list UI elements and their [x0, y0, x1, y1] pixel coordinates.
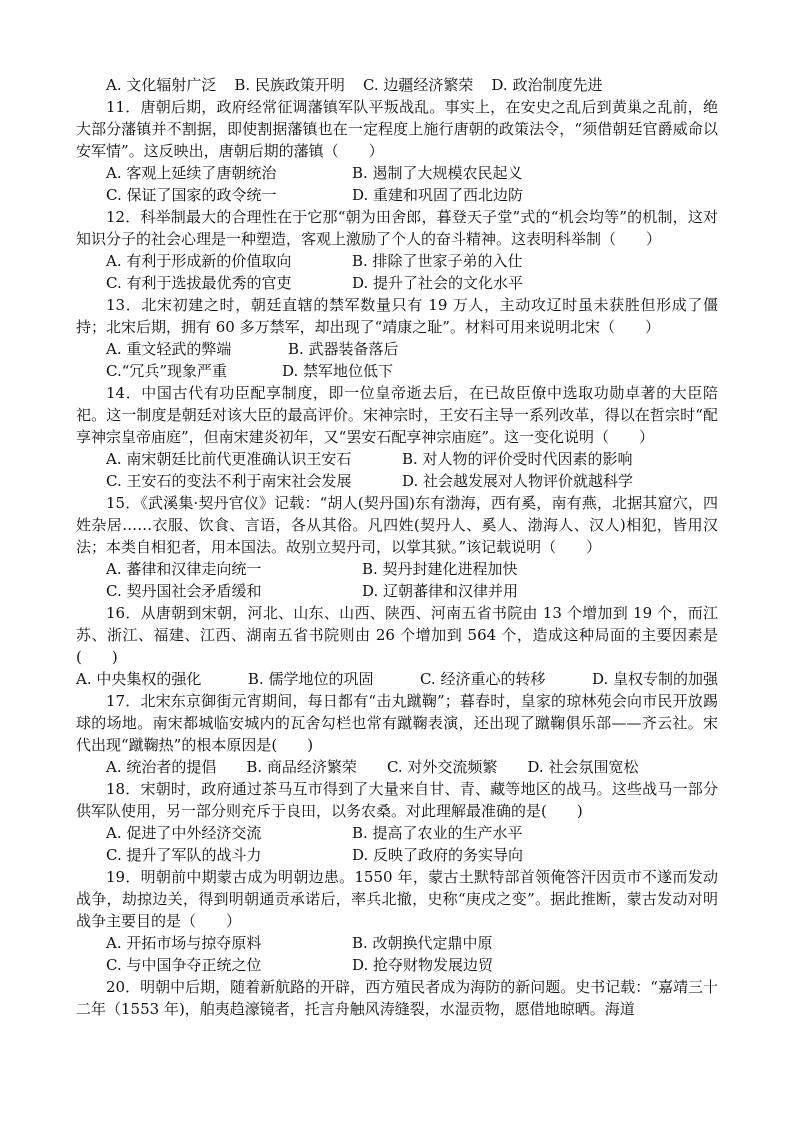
- question-11: 11．唐朝后期，政府经常征调藩镇军队平叛战乱。事实上，在安史之乱后到黄巢之乱前，绝大部分藩镇并不割据，即使割据藩镇也在一定程度上施行唐朝的政策法令，“须借朝廷官爵威命以安军情”。这反映出，唐朝后期的藩镇（ ）: [76, 98, 718, 160]
- q19-options-row2: [76, 954, 718, 976]
- option: A. 文化辐射广泛: [106, 76, 217, 94]
- option: C. 边疆经济繁荣: [362, 76, 474, 94]
- option: B. 武器装备落后: [288, 340, 399, 358]
- option: B. 商品经济繁荣: [246, 758, 357, 776]
- question-12: 12．科举制最大的合理性在于它那“朝为田舍郎，暮登天子堂”式的“机会均等”的机制，这对知识分子的社会心理是一种塑造，客观上激励了个人的奋斗精神。这表明科举制（ ）: [76, 208, 718, 248]
- q18-options-row1: [76, 822, 718, 844]
- question-14: 14．中国古代有功臣配享制度，即一位皇帝逝去后，在已故臣僚中选取功勋卓著的大臣陪祀。这一制度是朝廷对该大臣的最高评价。宋神宗时，王安石主导一系列改革，得以在哲宗时“配享神宗皇帝庙庭”，但南宋建炎初年，又“罢安石配享神宗庙庭”。这一变化说明（ ）: [76, 384, 718, 446]
- option: A. 蕃律和汉律走向统一: [106, 560, 262, 578]
- option: C. 提升了军队的战斗力: [106, 846, 262, 864]
- option: B. 契丹封建化进程加快: [362, 560, 518, 578]
- q13-options-row2: [76, 360, 718, 382]
- q14-options-row1: [76, 448, 718, 470]
- q17-options: [76, 756, 718, 778]
- question-16: 16．从唐朝到宋朝，河北、山东、山西、陕西、河南五省书院由 13 个增加到 19 个，而江苏、浙江、福建、江西、湖南五省书院则由 26 个增加到 564 个，造成这种局面的主要因素是( ): [76, 604, 718, 666]
- option: D. 抢夺财物发展边贸: [352, 956, 494, 974]
- option: C. 有利于选拔最优秀的官吏: [106, 274, 292, 292]
- q15-options-row1: [76, 558, 718, 580]
- q12-options-row2: [76, 272, 718, 294]
- option: B. 儒学地位的巩固: [247, 670, 374, 688]
- q10-options: [76, 74, 718, 96]
- q14-options-row2: [76, 470, 718, 492]
- option: A. 客观上延续了唐朝统治: [106, 164, 277, 182]
- q15-options-row2: [76, 580, 718, 602]
- q13-options-row1: [76, 338, 718, 360]
- option: D. 反映了政府的务实导向: [352, 846, 524, 864]
- option: C. 保证了国家的政令统一: [106, 186, 277, 204]
- option: A. 开拓市场与掠夺原料: [106, 934, 262, 952]
- option: C. 与中国争夺正统之位: [106, 956, 262, 974]
- option: D. 重建和巩固了西北边防: [352, 186, 524, 204]
- option: B. 民族政策开明: [234, 76, 345, 94]
- question-17: 17．北宋东京御街元宵期间，每日都有“击丸蹴鞠”；暮春时，皇家的琼林苑会向市民开放踢球的场地。南宋都城临安城内的瓦舍勾栏也常有蹴鞠表演，还出现了蹴鞠俱乐部——齐云社。宋代出现“蹴鞠热”的根本原因是( ): [76, 692, 718, 754]
- option: D. 皇权专制的加强: [591, 670, 718, 688]
- option: A. 重文轻武的弊端: [106, 340, 232, 358]
- option: A. 统治者的提倡: [106, 758, 217, 776]
- option: B. 提高了农业的生产水平: [352, 824, 523, 842]
- question-20: 20．明朝中后期，随着新航路的开辟，西方殖民者成为海防的新问题。史书记载：“嘉靖三十二年（1553 年)，舶夷趋濠镜者，托言舟触风涛缝裂，水湿贡物，愿借地晾晒。海道: [76, 978, 718, 1018]
- option: C. 王安石的变法不利于南宋社会发展: [106, 472, 352, 490]
- option: C.“冗兵”现象严重: [106, 362, 228, 380]
- option: D. 辽朝蕃律和汉律并用: [362, 582, 519, 600]
- option: D. 禁军地位低下: [282, 362, 394, 380]
- option: C. 契丹国社会矛盾缓和: [106, 582, 262, 600]
- q12-options-row1: [76, 250, 718, 272]
- question-13: 13．北宋初建之时，朝廷直辖的禁军数量只有 19 万人，主动攻辽时虽未获胜但形成了僵持；北宋后期，拥有 60 多万禁军，却出现了“靖康之耻”。材料可用来说明北宋（ ）: [76, 296, 718, 336]
- q16-options: [76, 668, 718, 690]
- option: D. 社会氛围宽松: [527, 758, 639, 776]
- option: B. 排除了世家子弟的入仕: [352, 252, 523, 270]
- question-18: 18．宋朝时，政府通过茶马互市得到了大量来自甘、青、藏等地区的战马。这些战马一部分供军队使用，另一部分则充斥于良田，以务农桑。对此理解最准确的是( ): [76, 780, 718, 820]
- option: D. 社会越发展对人物评价就越科学: [402, 472, 634, 490]
- option: A. 有利于形成新的价值取向: [106, 252, 292, 270]
- option: A. 中央集权的强化: [76, 670, 202, 688]
- option: D. 政治制度先进: [491, 76, 603, 94]
- option: A. 南宋朝廷比前代更准确认识王安石: [106, 450, 352, 468]
- q18-options-row2: [76, 844, 718, 866]
- option: B. 遏制了大规模农民起义: [352, 164, 523, 182]
- q11-options-row2: [76, 184, 718, 206]
- option: B. 改朝换代定鼎中原: [352, 934, 493, 952]
- q11-options-row1: [76, 162, 718, 184]
- option: C. 对外交流频繁: [386, 758, 498, 776]
- option: A. 促进了中外经济交流: [106, 824, 262, 842]
- question-19: 19．明朝前中期蒙古成为明朝边患。1550 年，蒙古土默特部首领俺答汗因贡市不遂而发动战争，劫掠边关，得到明朝通贡承诺后，率兵北撤，史称“庚戌之变”。据此推断，蒙古发动对明战争主要目的是（ ）: [76, 868, 718, 930]
- question-15: 15．《武溪集·契丹官仪》记载：“胡人(契丹国)东有渤海，西有奚，南有燕，北据其窟穴，四姓杂居……衣服、饮食、言语，各从其俗。凡四姓(契丹人、奚人、渤海人、汉人)相犯，皆用汉法；本类自相犯者，用本国法。故别立契丹司，以掌其狱。”该记载说明（ ）: [76, 494, 718, 556]
- option: D. 提升了社会的文化水平: [352, 274, 524, 292]
- exam-page: [76, 74, 718, 1020]
- q19-options-row1: [76, 932, 718, 954]
- option: B. 对人物的评价受时代因素的影响: [402, 450, 633, 468]
- option: C. 经济重心的转移: [419, 670, 546, 688]
